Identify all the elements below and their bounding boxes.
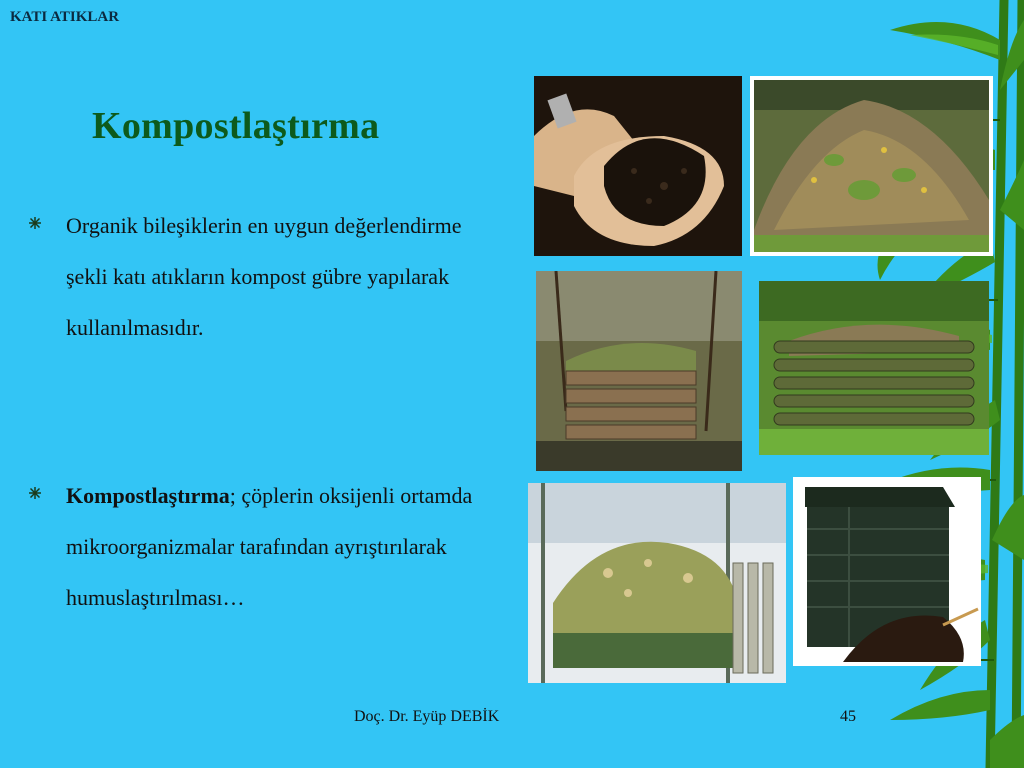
bullet-text — [66, 470, 508, 623]
plastic-compost-bin-photo — [793, 477, 981, 666]
compost-pile-photo — [750, 76, 993, 256]
asterisk-bullet-icon — [28, 216, 42, 230]
page-number: 45 — [840, 708, 856, 725]
bullet-bold-term: Kompostlaştırma — [66, 483, 230, 508]
log-compost-frame-photo — [759, 281, 989, 455]
bullet-text-rest: ; çöplerin oksijenli ortamda mikroorganizmalar tarafından ayrıştırılarak humuslaştırılması… — [66, 483, 473, 610]
fenced-compost-heap-photo — [528, 483, 786, 683]
compost-in-hands-photo — [534, 76, 742, 256]
bullet-text: Organik bileşiklerin en uygun değerlendirme şekli katı atıkların kompost gübre yapılarak kullanılmasıdır. — [66, 213, 462, 340]
footer-author: Doç. Dr. Eyüp DEBİK — [354, 708, 500, 725]
bullet-item — [28, 200, 508, 353]
bullet-item — [28, 470, 508, 623]
asterisk-bullet-icon — [28, 486, 42, 500]
header-label: KATI ATIKLAR — [10, 9, 120, 25]
wooden-compost-bin-photo — [536, 271, 742, 471]
slide-title: Kompostlaştırma — [92, 105, 380, 147]
